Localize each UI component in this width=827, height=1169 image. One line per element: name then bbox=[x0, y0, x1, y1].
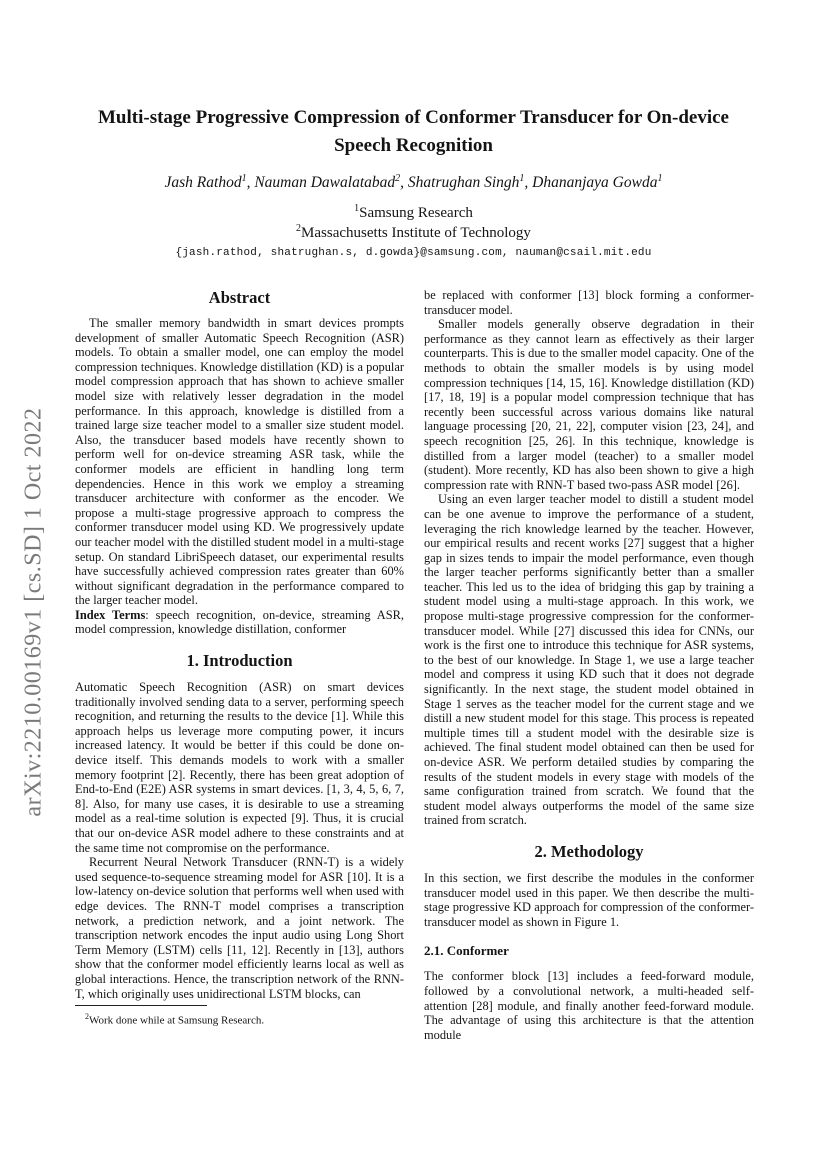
affiliation-mark: 2 bbox=[296, 223, 302, 234]
index-terms-list: : speech recognition, on-device, streaming ASR, model compression, knowledge distillation, conformer bbox=[75, 607, 404, 637]
section-heading-introduction: 1. Introduction bbox=[186, 651, 293, 671]
abstract-heading: Abstract bbox=[208, 288, 271, 307]
introduction-paragraph-continued: be replaced with conformer [13] block forming a conformer-transducer model. bbox=[424, 288, 754, 317]
methodology-paragraph-1: In this section, we first describe the modules in the conformer transducer model used in this paper. We then describe the multi-stage progressive KD approach for compression of the conformer-transducer model as shown in Figure 1. bbox=[424, 870, 754, 929]
section-heading-methodology: 2. Methodology bbox=[534, 841, 644, 861]
right-column bbox=[424, 288, 754, 1045]
author-name: Dhananjaya Gowda bbox=[532, 174, 658, 191]
index-terms bbox=[75, 608, 404, 637]
author-emails: {jash.rathod, shatrughan.s, d.gowda}@samsung.com, nauman@csail.mit.edu bbox=[175, 247, 652, 259]
authors-line bbox=[0, 174, 827, 192]
footnote-mark: 2 bbox=[85, 1012, 89, 1021]
introduction-paragraph-3: Smaller models generally observe degradation in their performance as they cannot learn as effectively as their larger counterparts. This is due to the smaller model capacity. One of the methods to obtain the smaller models is by using model compression techniques [14, 15, 16]. Knowledge distillation (KD) [17, 18, 19] is a popular model compression technique that has recently been successful across various domains like natural language processing [20, 21, 22], computer vision [23, 24], and speech recognition [25, 26]. In this technique, knowledge is distilled from a larger model (teacher) to a smaller model (student). More recently, KD has also been shown to give a high compression rate with RNN-T based two-pass ASR model [26]. bbox=[424, 317, 754, 492]
author-name: Shatrughan Singh bbox=[407, 174, 520, 191]
affiliation-line-1 bbox=[0, 205, 827, 222]
footnote-body: Work done while at Samsung Research. bbox=[89, 1014, 265, 1027]
paper-title bbox=[0, 104, 827, 160]
conformer-paragraph-1: The conformer block [13] includes a feed-forward module, followed by a convolutional network, a multi-headed self-attention [28] module, and finally another feed-forward module. The advantage of using this architecture is that the attention module bbox=[424, 969, 754, 1042]
introduction-paragraph-1: Automatic Speech Recognition (ASR) on smart devices traditionally involved sending data to a server, performing speech recognition, and returning the results to the device [1]. While this approach helps us leverage more computing power, it incurs increased latency. It would be better if this could be done on-device itself. This demands models to work with a smaller memory footprint [2]. Recently, there has been great adoption of End-to-End (E2E) ASR systems in smart devices. [1, 3, 4, 5, 6, 7, 8]. Also, for many use cases, it is desirable to use a streaming model as a real-time solution is expected [9]. Thus, it is crucial that our on-device ASR model adhere to these constraints and at the same time not compromise on the performance. bbox=[75, 680, 404, 855]
paper-title-line-1: Multi-stage Progressive Compression of Conformer Transducer for On-device bbox=[98, 107, 729, 128]
affiliation-mark: 1 bbox=[354, 203, 360, 214]
affiliation-name: Samsung Research bbox=[359, 205, 473, 221]
author-name: Nauman Dawalatabad bbox=[254, 174, 396, 191]
affiliation-name: Massachusetts Institute of Technology bbox=[301, 225, 531, 241]
author-affil-mark: 1 bbox=[657, 172, 663, 184]
abstract-body: The smaller memory bandwidth in smart devices prompts development of smaller Automatic Speech Recognition (ASR) models. To obtain a smaller model, one can employ the model compression techniques. Knowledge distillation (KD) is a popular model compression approach that has shown to achieve smaller model size with relatively lesser degradation in the model performance. In this approach, knowledge is distilled from a trained large size teacher model to a smaller size student model. Also, the transducer based models have recently shown to perform well for on-device streaming ASR task, while the conformer models are efficient in handling long term dependencies. Hence in this work we employ a streaming transducer architecture with conformer as the encoder. We propose a multi-stage progressive approach to compress the conformer transducer model using KD. We progressively update our teacher model with the distilled student model in a multi-stage setup. On standard LibriSpeech dataset, our experimental results have successfully achieved compression rates greater than 60% without significant degradation in the performance compared to the larger teacher model. bbox=[75, 316, 404, 608]
author-separator: , bbox=[400, 174, 408, 191]
author-affil-mark: 2 bbox=[395, 172, 401, 184]
author-name: Jash Rathod bbox=[164, 174, 242, 191]
footnote bbox=[75, 1005, 404, 1028]
author-separator: , bbox=[246, 174, 255, 191]
author-affil-mark: 1 bbox=[519, 172, 525, 184]
paper-title-line-2: Speech Recognition bbox=[334, 135, 493, 156]
affiliation-line-2 bbox=[0, 225, 827, 242]
author-affil-mark: 1 bbox=[241, 172, 247, 184]
arxiv-watermark: arXiv:2210.00169v1 [cs.SD] 1 Oct 2022 bbox=[20, 407, 47, 817]
left-column bbox=[75, 288, 404, 1002]
introduction-paragraph-4: Using an even larger teacher model to distill a student model can be one avenue to improve the performance of a student, leveraging the rich knowledge learned by the teacher. However, our empirical results and recent works [27] suggest that a higher gap in sizes tends to impair the model performance, even though the larger teacher performs significantly better than a smaller teacher. This led us to the idea of bridging this gap by training a student model using a multi-stage approach. In this work, we propose multi-stage progressive compression for the conformer-transducer model. While [27] discussed this idea for CNNs, our work is the first one to introduce this technique for ASR systems, to the best of our knowledge. In Stage 1, we use a large teacher model and compress it using KD such that it does not degrade significantly. In the next stage, the student model obtained in Stage 1 serves as the teacher model for the current stage and we distill a new student model for this stage. This process is repeated multiple times till a student model with the desirable size is achieved. The final student model obtained can then be used for on-device ASR. We perform detailed studies by comparing the results of the student models in every stage with models of the same configuration trained from scratch. We found that the student model always outperforms the model of the same size trained from scratch. bbox=[424, 492, 754, 828]
footnote-rule bbox=[75, 1005, 207, 1006]
subsection-heading-conformer: 2.1. Conformer bbox=[424, 943, 509, 959]
footnote-text bbox=[75, 1010, 404, 1028]
introduction-paragraph-2: Recurrent Neural Network Transducer (RNN-T) is a widely used sequence-to-sequence streaming model for ASR [10]. It is a low-latency on-device solution that performs well when used with edge devices. The RNN-T model comprises a transcription network, a prediction network, and a joint network. The transcription network encodes the input audio using Long Short Term Memory (LSTM) cells [11, 12]. Recently in [13], authors show that the conformer model efficiently learns local as well as global interactions. Hence, the transcription network of the RNN-T, which originally uses unidirectional LSTM blocks, can bbox=[75, 855, 404, 1001]
author-separator: , bbox=[524, 174, 533, 191]
index-terms-label: Index Terms bbox=[75, 607, 146, 622]
